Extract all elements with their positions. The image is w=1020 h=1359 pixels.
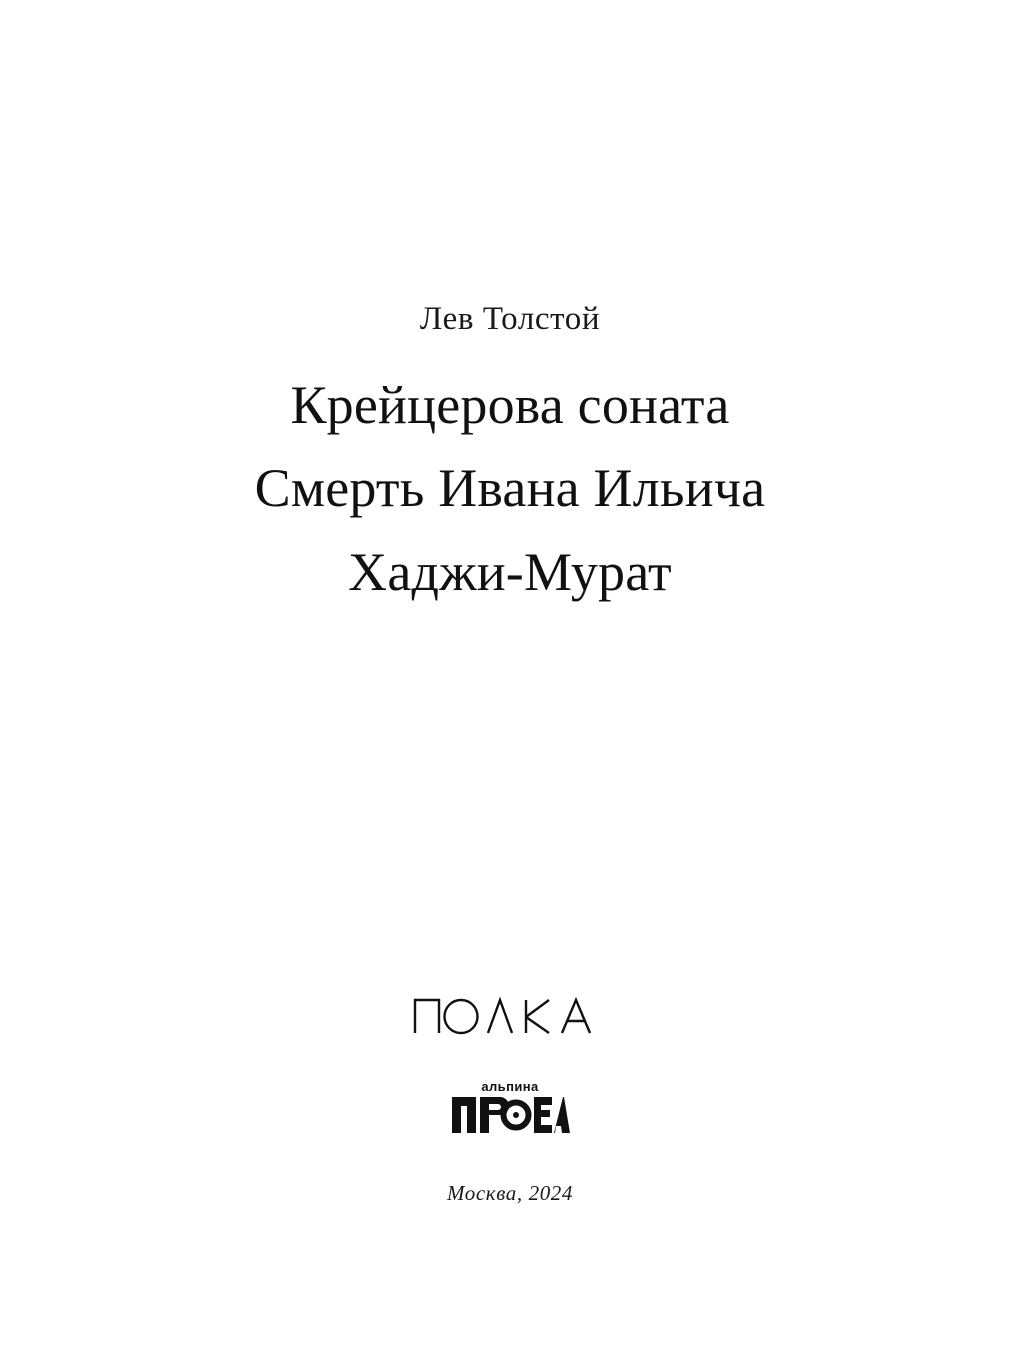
city-and-year: Москва, 2024 xyxy=(446,1181,573,1205)
author-name: Лев Толстой xyxy=(419,301,601,337)
work-title-2: Смерть Ивана Ильича xyxy=(254,458,766,519)
publisher-block xyxy=(0,995,1020,1206)
work-title-1: Крейцерова соната xyxy=(290,374,730,435)
polka-series-logo xyxy=(410,995,610,1037)
alpina-imprint-small-label: альпина xyxy=(481,1079,539,1094)
title-block xyxy=(0,300,1020,615)
work-title-3: Хаджи-Мурат xyxy=(348,541,672,602)
proza-wordmark-icon xyxy=(450,1095,570,1135)
polka-wordmark-icon xyxy=(410,995,610,1037)
alpina-imprint xyxy=(0,1080,1020,1135)
